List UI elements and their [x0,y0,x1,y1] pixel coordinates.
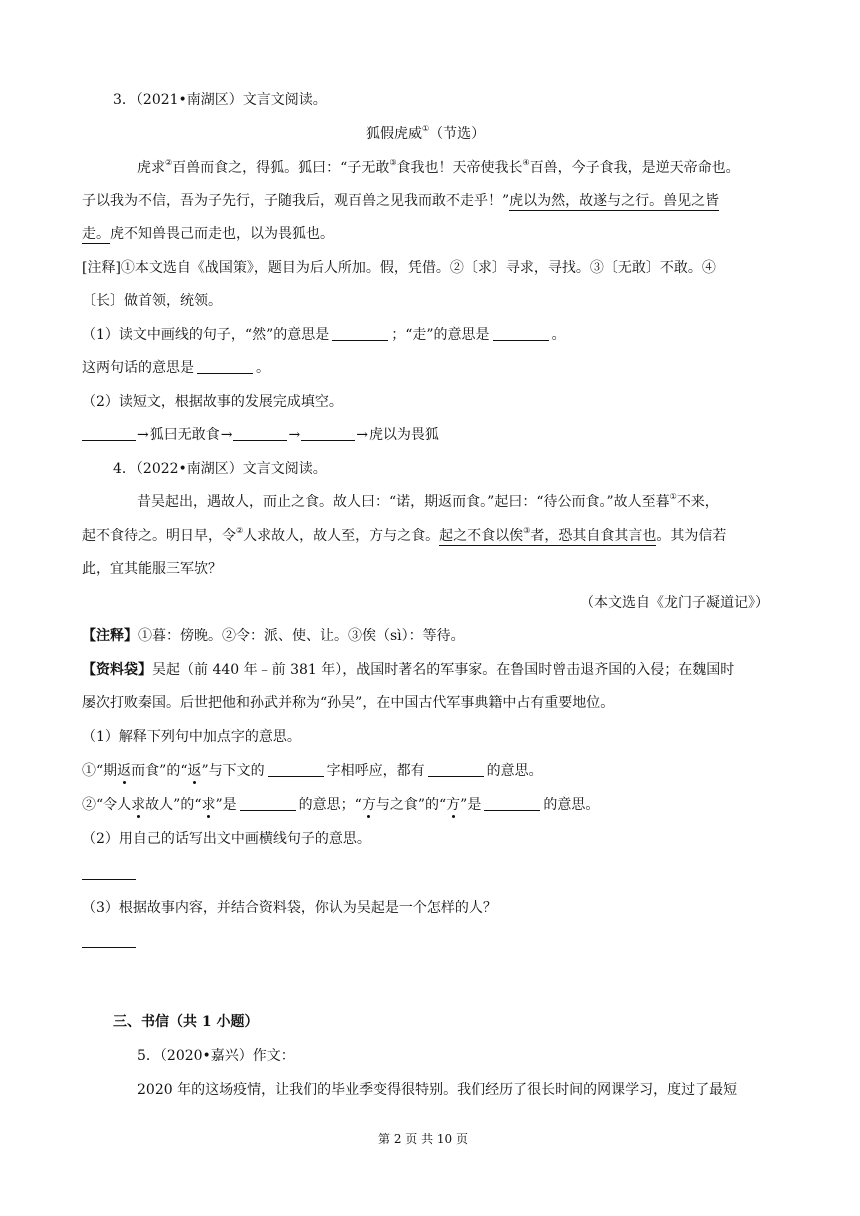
q3-title: 狐假虎威①（节选） [366,124,486,142]
q3-note-line-2: 〔长〕做首领，统领。 [82,293,222,309]
arrow-icon: → [356,427,368,443]
q4-info-line-1: 【资料袋】吴起（前 440 年﹣前 381 年），战国时著名的军事家。在鲁国时曾击退齐国的入侵；在魏国时 [82,662,735,678]
underlined-sentence: 起之不食以俟③者，恐其自食其言也 [439,526,657,544]
answer-blank[interactable] [332,326,388,341]
arrow-icon: → [137,427,149,443]
answer-blank[interactable] [268,762,324,777]
arrow-icon: → [220,427,233,443]
answer-blank[interactable] [82,426,136,441]
page-number: 第 2 页 共 10 页 [378,1132,468,1146]
q4-answer-blank-3[interactable] [82,932,136,952]
q4-header: 4．（2022•南湖区）文言文阅读。 [113,461,327,477]
arrow-icon: → [288,427,301,443]
q4-subquestion-3: （3）根据故事内容，并结合资料袋，你认为吴起是一个怎样的人？ [82,900,497,916]
q3-paragraph-line-2: 子以我为不信，吾为子先行，子随我后，观百兽之见我而敢不走乎！”虎以为然，故遂与之行。兽见之皆 [82,193,720,209]
answer-blank[interactable] [484,796,540,811]
q4-source: （本文选自《龙门子凝道记》） [580,595,769,611]
q3-story-chain: →狐曰无敢食→ → →虎以为畏狐 [82,425,439,445]
q4-info-line-2: 屡次打败秦国。后世把他和孙武并称为“孙吴”，在中国古代军事典籍中占有重要地位。 [82,695,615,711]
q4-subquestion-1: （1）解释下列句中加点字的意思。 [82,729,301,745]
q4-paragraph-line-1: 昔吴起出，遇故人，而止之食。故人曰：“诺，期返而食。”起曰：“待公而食。”故人至暮①不来， [137,492,719,510]
q3-paragraph-line-3: 走。虎不知兽畏己而走也，以为畏狐也。 [82,226,334,242]
q3-note-line-1: [注释]①本文选自《战国策》，题目为后人所加。假，凭借。②〔求〕寻求，寻找。③〔无敢〕不敢。④ [82,260,716,276]
answer-blank[interactable] [428,762,484,777]
answer-blank[interactable] [240,796,296,811]
q5-header: 5．（2020•嘉兴）作文： [137,1048,295,1064]
answer-blank[interactable] [197,359,253,374]
q3-header: 3．（2021•南湖区）文言文阅读。 [113,92,327,108]
underlined-sentence-end: 走。 [82,226,110,242]
underlined-sentence: 虎以为然，故遂与之行。兽见之皆 [509,193,720,209]
q3-subquestion-2: （2）读短文，根据故事的发展完成填空。 [82,394,343,410]
answer-blank[interactable] [493,326,549,341]
q4-paragraph-line-2: 起不食待之。明日早，令②人求故人，故人至，方与之食。起之不食以俟③者，恐其自食其言也。其为信若 [82,526,727,544]
q4-answer-blank-2[interactable] [82,864,136,884]
q3-paragraph-line-1: 虎求②百兽而食之，得狐。狐曰：“子无敢③食我也！天帝使我长④百兽，今子食我，是逆天帝命也。 [137,158,740,176]
q3-subquestion-1: （1）读文中画线的句子，“然”的意思是 ；“走”的意思是 。 [82,327,566,343]
q3-subquestion-1b: 这两句话的意思是 。 [82,360,270,376]
answer-blank[interactable] [82,865,136,880]
answer-blank[interactable] [301,426,355,441]
q4-paragraph-line-3: 此，宜其能服三军欤？ [82,561,222,577]
section-heading: 三、书信（共 1 小题） [113,1014,259,1030]
q4-item-2: ②“令人求故人”的“求”是 的意思；“方与之食”的“方”是 的意思。 [82,797,600,813]
q4-item-1: ①“期返而食”的“返”与下文的 字相呼应，都有 的意思。 [82,763,543,779]
q5-paragraph-line-1: 2020 年的这场疫情，让我们的毕业季变得很特别。我们经历了很长时间的网课学习，度过了最短 [137,1082,738,1098]
q4-notes: 【注释】①暮：傍晚。②令：派、使、让。③俟（sì）：等待。 [82,628,465,644]
answer-blank[interactable] [82,933,136,948]
q4-subquestion-2: （2）用自己的话写出文中画横线句子的意思。 [82,831,371,847]
answer-blank[interactable] [233,426,287,441]
